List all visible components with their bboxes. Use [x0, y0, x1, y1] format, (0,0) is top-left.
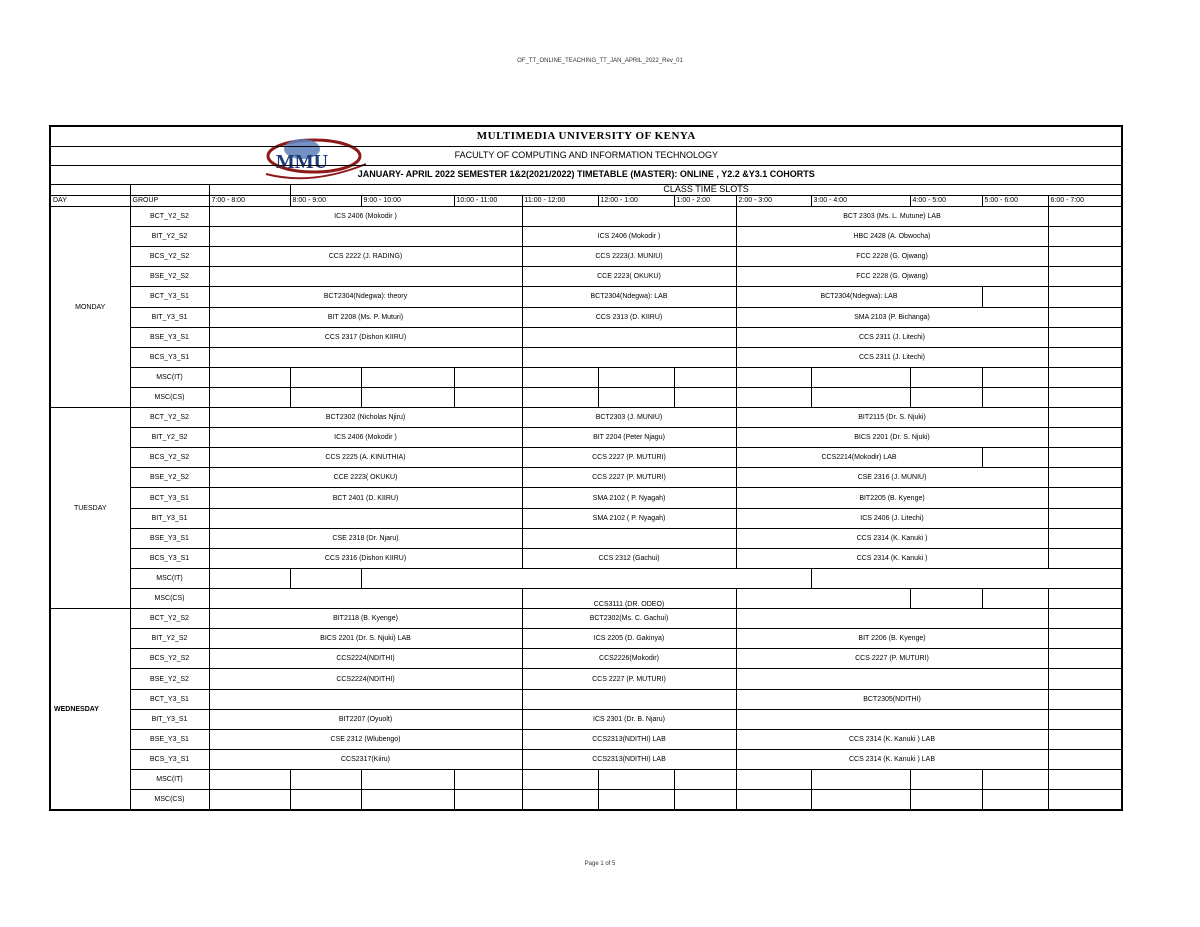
- slot-header: 3:00 - 4:00: [811, 195, 910, 206]
- table-row: [50, 287, 1122, 307]
- group-label: BSE_Y2_S2: [130, 468, 209, 488]
- class-cell: CSE 2316 (J. MUNIU): [736, 468, 1048, 488]
- day-header: DAY: [50, 195, 130, 206]
- group-label: BCT_Y3_S1: [130, 488, 209, 508]
- slot-header: 5:00 - 6:00: [982, 195, 1048, 206]
- class-cell: CCS 2313 (D. KIIRU): [522, 307, 736, 327]
- class-cell: CCS2224(NDITHI): [209, 649, 522, 669]
- table-row: [50, 689, 1122, 709]
- group-label: BIT_Y2_S2: [130, 227, 209, 247]
- table-row: [50, 548, 1122, 568]
- table-row: [50, 267, 1122, 287]
- group-label: BCT_Y3_S1: [130, 287, 209, 307]
- table-row: [50, 448, 1122, 468]
- group-label: BCT_Y3_S1: [130, 689, 209, 709]
- table-row: [50, 770, 1122, 790]
- class-cell: CCS 2227 (P. MUTURI): [522, 669, 736, 689]
- class-cell: CCS2313(NDITHI) LAB: [522, 749, 736, 769]
- group-label: BCT_Y2_S2: [130, 206, 209, 226]
- class-time-slots-label: CLASS TIME SLOTS: [290, 184, 1122, 195]
- group-label: BSE_Y2_S2: [130, 669, 209, 689]
- slot-header: 1:00 - 2:00: [674, 195, 736, 206]
- page-number: Page 1 of 5: [584, 861, 616, 867]
- group-label: BIT_Y2_S2: [130, 428, 209, 448]
- table-row: [50, 790, 1122, 810]
- table-row: [50, 609, 1122, 629]
- table-row: [50, 327, 1122, 347]
- slot-header: 10:00 - 11:00: [454, 195, 522, 206]
- class-cell: BCT 2303 (Ms. L. Mutune) LAB: [736, 206, 1048, 226]
- class-cell: CCS 2227 (P. MUTURI): [522, 448, 736, 468]
- timetable: [49, 125, 1123, 811]
- group-label: BCS_Y3_S1: [130, 548, 209, 568]
- table-row: [50, 206, 1122, 226]
- table-row: [50, 408, 1122, 428]
- class-cell: CCS 2227 (P. MUTURI): [522, 468, 736, 488]
- class-cell: BICS 2201 (Dr. S. Njuki): [736, 428, 1048, 448]
- class-cell: CCS 2227 (P. MUTURI): [736, 649, 1048, 669]
- group-label: MSC(IT): [130, 367, 209, 387]
- class-cell: CCS 2314 (K. Kanuki ): [736, 548, 1048, 568]
- faculty-name: FACULTY OF COMPUTING AND INFORMATION TECHNOLOGY: [50, 146, 1122, 165]
- table-row: [50, 428, 1122, 448]
- class-cell: CCS 2314 (K. Kanuki ): [736, 528, 1048, 548]
- day-label-tuesday: TUESDAY: [50, 408, 130, 609]
- table-row: [50, 247, 1122, 267]
- group-label: BCS_Y2_S2: [130, 649, 209, 669]
- class-cell: ICS 2406 (Mokodir ): [522, 227, 736, 247]
- class-cell: BCT 2401 (D. KIIRU): [209, 488, 522, 508]
- slot-header: 11:00 - 12:00: [522, 195, 598, 206]
- university-name: MULTIMEDIA UNIVERSITY OF KENYA: [50, 126, 1122, 146]
- class-cell: SMA 2103 (P. Bichanga): [736, 307, 1048, 327]
- class-cell: BCT2304(Ndegwa): LAB: [736, 287, 982, 307]
- slot-header: 2:00 - 3:00: [736, 195, 811, 206]
- group-label: BIT_Y3_S1: [130, 307, 209, 327]
- table-row: [50, 367, 1122, 387]
- class-cell: CCE 2223( OKUKU): [209, 468, 522, 488]
- slot-header: 4:00 - 5:00: [910, 195, 982, 206]
- class-cell: CCS 2317 (Dishon KIIRU): [209, 327, 522, 347]
- table-row: [50, 709, 1122, 729]
- class-cell: ICS 2301 (Dr. B. Njaru): [522, 709, 736, 729]
- class-cell: CSE 2312 (Wlubengo): [209, 729, 522, 749]
- group-label: BCS_Y2_S2: [130, 448, 209, 468]
- group-label: BCT_Y2_S2: [130, 408, 209, 428]
- class-cell: BCT2304(Ndegwa): theory: [209, 287, 522, 307]
- table-row: [50, 729, 1122, 749]
- group-label: BSE_Y2_S2: [130, 267, 209, 287]
- class-cell: CCS 2316 (Dishon KIIRU): [209, 548, 522, 568]
- class-cell: BIT2115 (Dr. S. Njuki): [736, 408, 1048, 428]
- table-row: [50, 508, 1122, 528]
- group-label: MSC(IT): [130, 568, 209, 588]
- group-label: BIT_Y3_S1: [130, 709, 209, 729]
- table-row: [50, 669, 1122, 689]
- class-cell: BIT2207 (Oyuolt): [209, 709, 522, 729]
- slot-header: 8:00 - 9:00: [290, 195, 361, 206]
- group-label: MSC(CS): [130, 589, 209, 609]
- day-label-monday: MONDAY: [50, 206, 130, 407]
- slot-header: 7:00 - 8:00: [209, 195, 290, 206]
- slot-header: 12:00 - 1:00: [598, 195, 674, 206]
- group-label: BCS_Y2_S2: [130, 247, 209, 267]
- class-cell: CCS 2314 (K. Kanuki ) LAB: [736, 749, 1048, 769]
- semester-title: JANUARY- APRIL 2022 SEMESTER 1&2(2021/2022) TIMETABLE (MASTER): ONLINE , Y2.2 &Y3.1 COHORTS: [50, 165, 1122, 184]
- class-cell: CCS 2311 (J. Litechi): [736, 347, 1048, 367]
- class-cell: BCT2304(Ndegwa): LAB: [522, 287, 736, 307]
- class-cell: CCS2313(NDITHI) LAB: [522, 729, 736, 749]
- group-label: BCT_Y2_S2: [130, 609, 209, 629]
- class-cell: SMA 2102 ( P. Nyagah): [522, 488, 736, 508]
- table-row: [50, 528, 1122, 548]
- table-row: [50, 227, 1122, 247]
- class-cell: BCT2305(NDITHI): [736, 689, 1048, 709]
- class-cell: BCT2303 (J. MUNIU): [522, 408, 736, 428]
- slot-header: 6:00 - 7:00: [1048, 195, 1122, 206]
- group-label: BCS_Y3_S1: [130, 347, 209, 367]
- day-label-wednesday: WEDNESDAY: [50, 609, 130, 810]
- class-cell: BICS 2201 (Dr. S. Njuki) LAB: [209, 629, 522, 649]
- class-cell: ICS 2205 (D. Gakinya): [522, 629, 736, 649]
- class-cell: CCS2224(NDITHI): [209, 669, 522, 689]
- document-id: OF_TT_ONLINE_TEACHING_TT_JAN_APRIL_2022_Rev_01: [517, 58, 683, 64]
- class-cell: CCS 2311 (J. Litechi): [736, 327, 1048, 347]
- slot-header: 9:00 - 10:00: [361, 195, 454, 206]
- table-row: [50, 387, 1122, 407]
- class-cell: ICS 2406 (Mokodir ): [209, 428, 522, 448]
- group-label: MSC(CS): [130, 387, 209, 407]
- class-cell: CCS3111 (DR. ODEO): [522, 589, 736, 609]
- class-cell: BIT 2206 (B. Kyenge): [736, 629, 1048, 649]
- class-cell: BCT2302 (Nicholas Njiru): [209, 408, 522, 428]
- table-row: [50, 347, 1122, 367]
- group-label: BCS_Y3_S1: [130, 749, 209, 769]
- group-label: MSC(CS): [130, 790, 209, 810]
- class-cell: CCS 2222 (J. RADING): [209, 247, 522, 267]
- table-row: [50, 488, 1122, 508]
- class-cell: FCC 2228 (G. Ojwang): [736, 267, 1048, 287]
- class-cell: CCE 2223( OKUKU): [522, 267, 736, 287]
- group-label: BIT_Y3_S1: [130, 508, 209, 528]
- table-row: [50, 589, 1122, 609]
- class-cell: BIT 2208 (Ms. P. Muturi): [209, 307, 522, 327]
- class-cell: BIT 2204 (Peter Njagu): [522, 428, 736, 448]
- table-row: [50, 749, 1122, 769]
- class-cell: CCS 2223(J. MUNIU): [522, 247, 736, 267]
- group-label: BSE_Y3_S1: [130, 327, 209, 347]
- class-cell: CCS2317(Kiiru): [209, 749, 522, 769]
- column-header-row: [50, 195, 1122, 206]
- class-cell: BIT2118 (B. Kyenge): [209, 609, 522, 629]
- group-label: BIT_Y2_S2: [130, 629, 209, 649]
- table-row: [50, 568, 1122, 588]
- class-cell: CCS 2225 (A. KINUTHIA): [209, 448, 522, 468]
- table-row: [50, 468, 1122, 488]
- group-header: GROUP: [130, 195, 209, 206]
- group-label: BSE_Y3_S1: [130, 729, 209, 749]
- class-cell: ICS 2406 (Mokodir ): [209, 206, 522, 226]
- class-cell: CCS 2314 (K. Kanuki ) LAB: [736, 729, 1048, 749]
- table-row: [50, 629, 1122, 649]
- class-cell: FCC 2228 (G. Ojwang): [736, 247, 1048, 267]
- table-row: [50, 649, 1122, 669]
- class-cell: CSE 2318 (Dr. Njaru): [209, 528, 522, 548]
- group-label: MSC(IT): [130, 770, 209, 790]
- class-cell: BCT2302(Ms. C. Gachui): [522, 609, 736, 629]
- class-cell: BIT2205 (B. Kyenge): [736, 488, 1048, 508]
- class-cell: CCS 2312 (Gachui): [522, 548, 736, 568]
- class-cell: CCS2226(Mokodir): [522, 649, 736, 669]
- table-row: [50, 307, 1122, 327]
- group-label: BSE_Y3_S1: [130, 528, 209, 548]
- logo-text: MMU: [275, 151, 329, 173]
- class-cell: HBC 2428 (A. Obwocha): [736, 227, 1048, 247]
- class-cell: SMA 2102 ( P. Nyagah): [522, 508, 736, 528]
- class-cell: ICS 2406 (J. Litechi): [736, 508, 1048, 528]
- class-cell: CCS2214(Mokodir) LAB: [736, 448, 982, 468]
